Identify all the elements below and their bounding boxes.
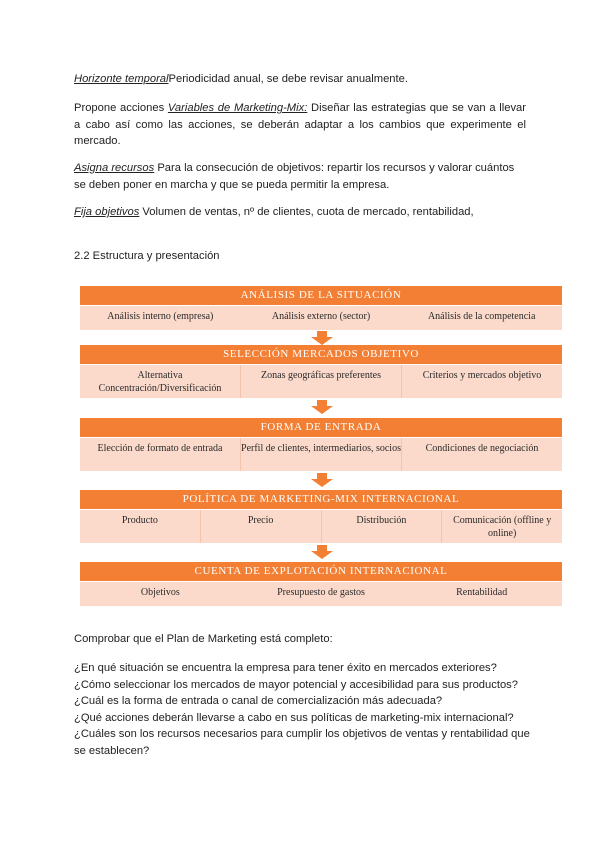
diagram-cell: Precio <box>201 510 322 543</box>
question-item: ¿En qué situación se encuentra la empresa para tener éxito en mercados exteriores? <box>74 662 497 674</box>
lead-propone: Propone acciones <box>74 102 168 114</box>
down-arrow-icon <box>311 545 333 559</box>
diagram-cell: Perfil de clientes, intermediarios, socios <box>241 438 402 471</box>
text-asigna: Para la consecución de objetivos: repartir los recursos y valorar cuántos se deben poner en marcha y que se pueda permitir la empresa. <box>74 162 515 191</box>
diagram-cell: Producto <box>80 510 201 543</box>
diagram-cell: Alternativa Concentración/Diversificación <box>80 365 241 398</box>
diagram-cell: Objetivos <box>140 587 180 598</box>
down-arrow-icon <box>311 331 333 345</box>
block-header-marketing-mix: POLÍTICA DE MARKETING-MIX INTERNACIONAL <box>80 490 562 509</box>
paragraph-asigna <box>74 160 526 193</box>
block-header-seleccion: SELECCIÓN MERCADOS OBJETIVO <box>80 345 562 364</box>
diagram-cell: Comunicación (offline y online) <box>453 515 552 539</box>
question-item: ¿Cómo seleccionar los mercados de mayor potencial y accesibilidad para sus productos? <box>74 678 518 691</box>
block-row-forma-entrada <box>80 438 562 471</box>
term-horizonte: Horizonte temporal <box>74 73 169 85</box>
term-asigna: Asigna recursos <box>74 162 155 174</box>
paragraph-horizonte <box>74 71 526 88</box>
diagram-cell: Rentabilidad <box>456 587 508 598</box>
diagram-cell: Análisis de la competencia <box>427 311 536 322</box>
diagram-cell: Presupuesto de gastos <box>277 587 365 598</box>
text-horizonte: Periodicidad anual, se debe revisar anualmente. <box>168 73 408 85</box>
diagram-cell: Análisis externo (sector) <box>271 311 371 322</box>
paragraph-fija <box>74 204 526 221</box>
term-propone: Variables de Marketing-Mix: <box>167 102 308 114</box>
block-row-cuenta <box>80 582 562 606</box>
diagram-cell: Análisis interno (empresa) <box>107 311 214 322</box>
diagram-cell: Condiciones de negociación <box>425 443 539 454</box>
diagram-cell: Distribución <box>322 510 443 543</box>
block-row-marketing-mix <box>80 510 562 543</box>
question-item: ¿Qué acciones deberán llevarse a cabo en sus políticas de marketing-mix internacional? <box>74 711 514 724</box>
checklist-questions <box>74 660 534 759</box>
block-header-analisis: ANÁLISIS DE LA SITUACIÓN <box>80 286 562 305</box>
text-propone: Diseñar las estrategias que se van a llevar a cabo así como las acciones, se deberán adaptar a los cambios que experimente el mercado. <box>74 102 527 147</box>
diagram-cell: Zonas geográficas preferentes <box>241 365 402 398</box>
question-item: ¿Cuáles son los recursos necesarios para cumplir los objetivos de ventas y rentabilidad que se establecen? <box>74 728 530 757</box>
block-row-seleccion <box>80 365 562 398</box>
diagram-cell: Criterios y mercados objetivo <box>422 370 542 381</box>
question-item: ¿Cuál es la forma de entrada o canal de comercialización más adecuada? <box>74 695 443 707</box>
down-arrow-icon <box>311 400 333 414</box>
block-row-analisis <box>80 306 562 330</box>
diagram-cell: Elección de formato de entrada <box>80 438 241 471</box>
block-header-cuenta: CUENTA DE EXPLOTACIÓN INTERNACIONAL <box>80 562 562 581</box>
section-heading: 2.2 Estructura y presentación <box>74 250 220 262</box>
paragraph-propone <box>74 100 526 150</box>
block-header-forma-entrada: FORMA DE ENTRADA <box>80 418 562 437</box>
down-arrow-icon <box>311 473 333 487</box>
checklist-intro: Comprobar que el Plan de Marketing está completo: <box>74 633 333 645</box>
text-fija: Volumen de ventas, nº de clientes, cuota de mercado, rentabilidad, <box>139 206 474 218</box>
term-fija: Fija objetivos <box>74 206 140 218</box>
